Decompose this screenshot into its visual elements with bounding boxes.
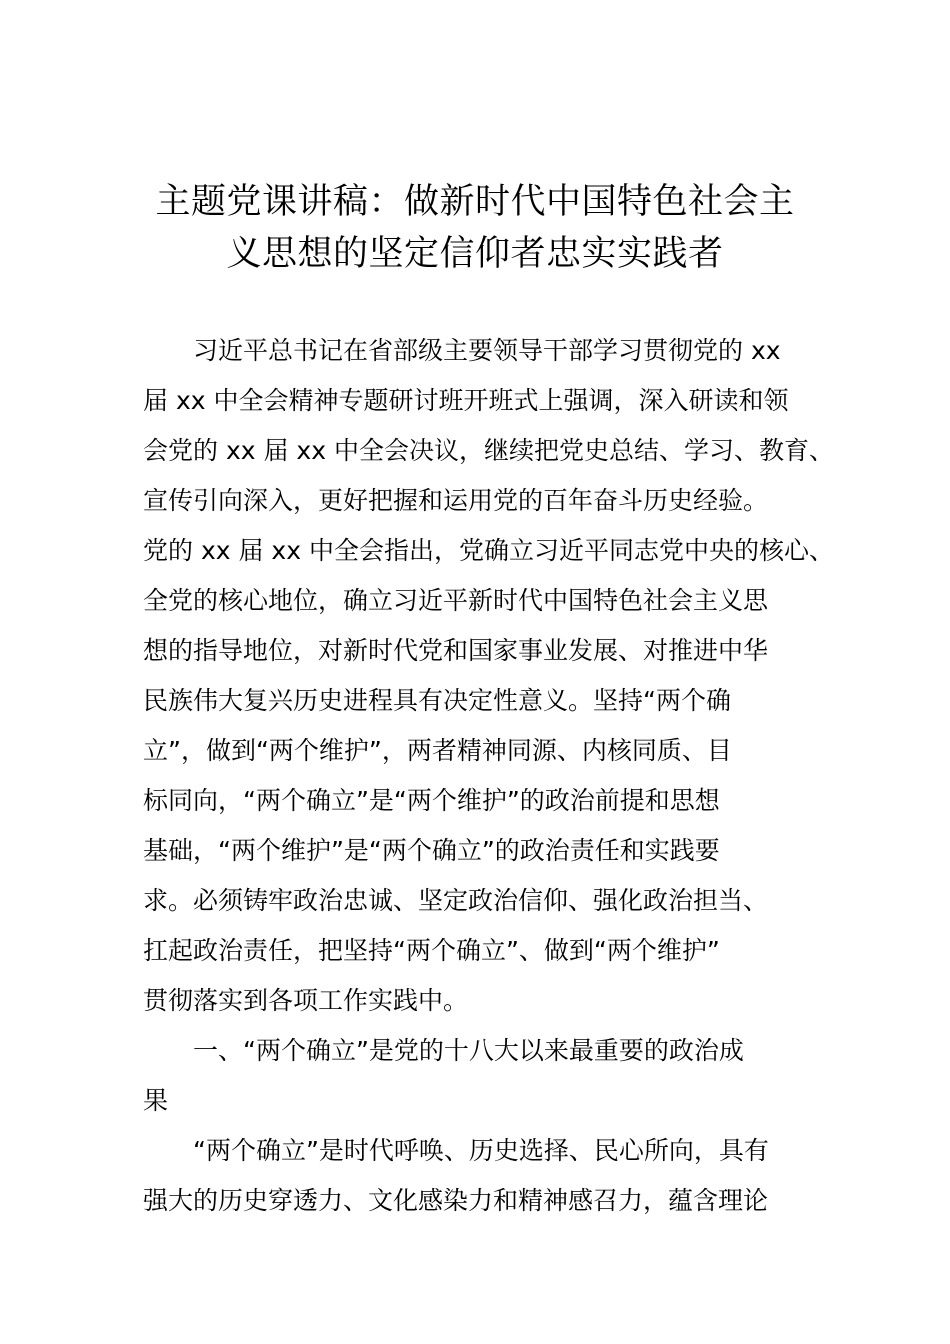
paragraph-line: 党的 xx 届 xx 中全会指出，党确立习近平同志党中央的核心、 xyxy=(143,536,834,565)
paragraph-line: 民族伟大复兴历史进程具有决定性意义。坚持“两个确 xyxy=(143,686,731,715)
paragraph-line: 求。必须铸牢政治忠诚、坚定政治信仰、强化政治担当、 xyxy=(143,886,769,915)
paragraph-line: 全党的核心地位，确立习近平新时代中国特色社会主义思 xyxy=(143,586,769,615)
paragraph-line: 标同向，“两个确立”是“两个维护”的政治前提和思想 xyxy=(143,786,720,815)
section-heading-line: 一、“两个确立”是党的十八大以来最重要的政治成 xyxy=(193,1036,744,1065)
paragraph-line: 届 xx 中全会精神专题研讨班开班式上强调，深入研读和领 xyxy=(143,386,789,415)
paragraph-line: 习近平总书记在省部级主要领导干部学习贯彻党的 xx xyxy=(193,336,781,365)
paragraph-line: 想的指导地位，对新时代党和国家事业发展、对推进中华 xyxy=(143,636,769,665)
paragraph-line: 基础，“两个维护”是“两个确立”的政治责任和实践要 xyxy=(143,836,720,865)
title-line-1: 主题党课讲稿：做新时代中国特色社会主 xyxy=(155,182,795,222)
document-title xyxy=(120,176,830,280)
paragraph-line: 扛起政治责任，把坚持“两个确立”、做到“两个维护” xyxy=(143,936,720,965)
document-body xyxy=(143,326,834,1226)
section-heading-line: 果 xyxy=(143,1086,169,1115)
paragraph-line: 强大的历史穿透力、文化感染力和精神感召力，蕴含理论 xyxy=(143,1186,769,1215)
paragraph-line: 宣传引向深入，更好把握和运用党的百年奋斗历史经验。 xyxy=(143,486,769,515)
paragraph-line: 立”，做到“两个维护”，两者精神同源、内核同质、目 xyxy=(143,736,732,765)
paragraph-line: 会党的 xx 届 xx 中全会决议，继续把党史总结、学习、教育、 xyxy=(143,436,834,465)
title-line-2: 义思想的坚定信仰者忠实实践者 xyxy=(226,234,724,274)
paragraph-line: 贯彻落实到各项工作实践中。 xyxy=(143,986,469,1015)
paragraph-line: “两个确立”是时代呼唤、历史选择、民心所向，具有 xyxy=(193,1136,769,1165)
